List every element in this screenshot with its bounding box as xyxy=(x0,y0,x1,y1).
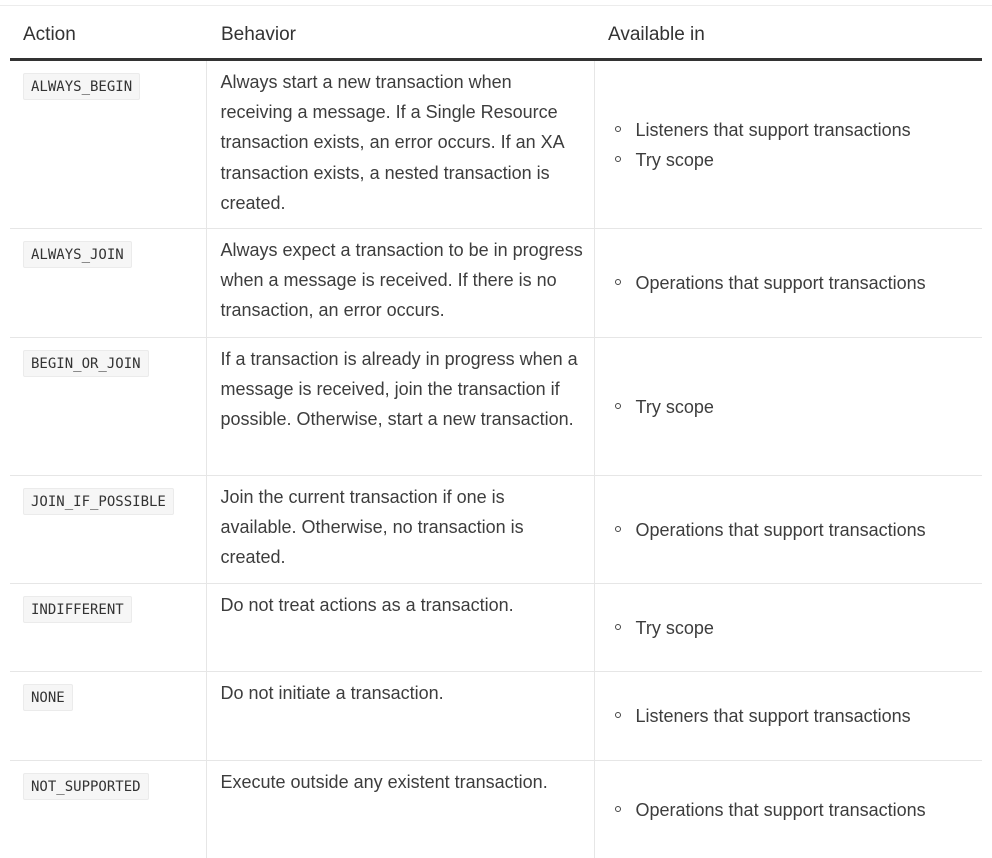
available-in-list xyxy=(611,115,971,175)
list-item: Listeners that support transactions xyxy=(611,701,971,731)
top-divider xyxy=(0,5,992,6)
column-header-action: Action xyxy=(10,14,206,60)
action-cell xyxy=(10,60,206,229)
column-header-available-in: Available in xyxy=(594,14,982,60)
hollow-circle-bullet-icon xyxy=(615,806,621,812)
behavior-cell: Do not initiate a transaction. xyxy=(206,672,594,761)
action-cell xyxy=(10,584,206,672)
list-item: Try scope xyxy=(611,145,971,175)
action-cell xyxy=(10,338,206,476)
action-code: NOT_SUPPORTED xyxy=(23,773,149,800)
list-item: Listeners that support transactions xyxy=(611,115,971,145)
list-item: Try scope xyxy=(611,392,971,422)
hollow-circle-bullet-icon xyxy=(615,526,621,532)
list-item: Operations that support transactions xyxy=(611,795,971,825)
available-in-cell xyxy=(594,761,982,858)
available-in-list xyxy=(611,268,971,298)
table-header-row xyxy=(10,14,982,60)
action-code: NONE xyxy=(23,684,73,711)
action-code: ALWAYS_BEGIN xyxy=(23,73,140,100)
hollow-circle-bullet-icon xyxy=(615,156,621,162)
available-in-list xyxy=(611,795,971,825)
behavior-cell: Always expect a transaction to be in progress when a message is received. If there is no transaction, an error occurs. xyxy=(206,229,594,338)
table-row xyxy=(10,672,982,761)
available-in-cell xyxy=(594,60,982,229)
action-cell xyxy=(10,672,206,761)
behavior-cell: If a transaction is already in progress when a message is received, join the transaction if possible. Otherwise, start a new transaction. xyxy=(206,338,594,476)
available-in-cell xyxy=(594,584,982,672)
hollow-circle-bullet-icon xyxy=(615,712,621,718)
action-code: ALWAYS_JOIN xyxy=(23,241,132,268)
action-cell xyxy=(10,229,206,338)
behavior-cell: Join the current transaction if one is available. Otherwise, no transaction is created. xyxy=(206,476,594,584)
hollow-circle-bullet-icon xyxy=(615,279,621,285)
list-item: Try scope xyxy=(611,613,971,643)
table-row xyxy=(10,476,982,584)
action-cell xyxy=(10,476,206,584)
available-in-cell xyxy=(594,476,982,584)
action-code: BEGIN_OR_JOIN xyxy=(23,350,149,377)
hollow-circle-bullet-icon xyxy=(615,126,621,132)
action-cell xyxy=(10,761,206,858)
behavior-cell: Do not treat actions as a transaction. xyxy=(206,584,594,672)
table-row xyxy=(10,229,982,338)
behavior-cell: Always start a new transaction when receiving a message. If a Single Resource transaction exists, an error occurs. If an XA transaction exists, a nested transaction is created. xyxy=(206,60,594,229)
column-header-behavior: Behavior xyxy=(206,14,594,60)
available-in-list xyxy=(611,515,971,545)
action-code: JOIN_IF_POSSIBLE xyxy=(23,488,174,515)
transaction-actions-table xyxy=(10,14,982,858)
action-code: INDIFFERENT xyxy=(23,596,132,623)
table-row xyxy=(10,761,982,858)
table-row xyxy=(10,60,982,229)
hollow-circle-bullet-icon xyxy=(615,624,621,630)
list-item: Operations that support transactions xyxy=(611,268,971,298)
available-in-cell xyxy=(594,229,982,338)
available-in-list xyxy=(611,392,971,422)
available-in-cell xyxy=(594,672,982,761)
list-item: Operations that support transactions xyxy=(611,515,971,545)
available-in-list xyxy=(611,701,971,731)
hollow-circle-bullet-icon xyxy=(615,403,621,409)
table-row xyxy=(10,338,982,476)
table-row xyxy=(10,584,982,672)
available-in-cell xyxy=(594,338,982,476)
available-in-list xyxy=(611,613,971,643)
behavior-cell: Execute outside any existent transaction. xyxy=(206,761,594,858)
